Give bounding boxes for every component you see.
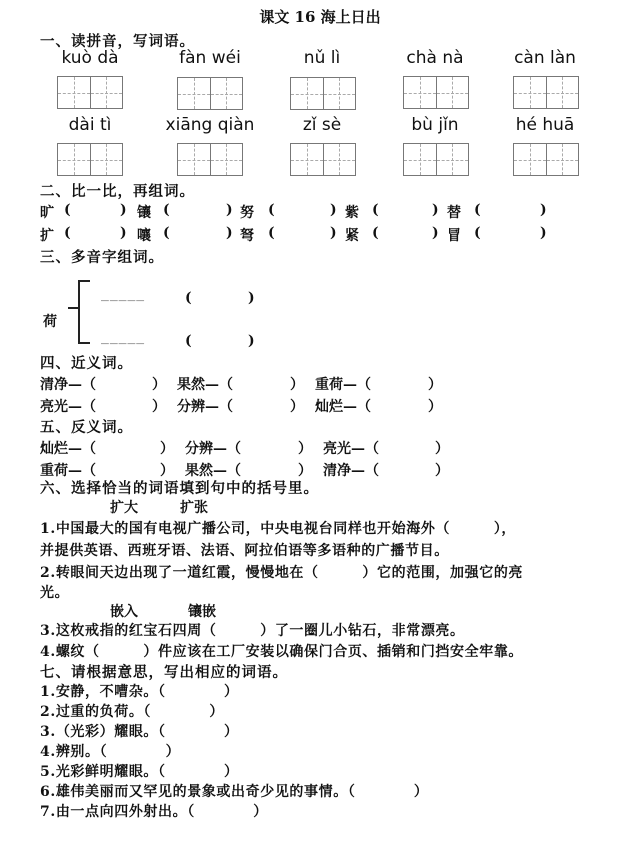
open-paren: ( <box>268 202 275 218</box>
compare-char-1-2: 镶 <box>137 205 151 221</box>
pinyin-2-5: hé huā <box>515 115 575 135</box>
antonym-3: 亮光—（ <box>323 441 379 457</box>
pinyin-1-1: kuò dà <box>61 48 119 68</box>
open-paren: ( <box>185 290 192 306</box>
writing-grid-2-4[interactable] <box>403 143 469 176</box>
sentence-1-line-1: 1.中国最大的国有电视广播公司，中央电视台同样也开始海外（ ）， <box>40 521 517 537</box>
section6-heading: 六、选择恰当的词语填到句中的括号里。 <box>40 480 319 497</box>
pinyin-blank-1[interactable]: _____ <box>101 287 146 302</box>
close-paren: ) <box>540 225 547 241</box>
antonym-1: 灿烂—（ <box>40 441 96 457</box>
compare-char-2-4: 紧 <box>345 228 359 244</box>
sentence-4: 4.螺纹（ ）件应该在工厂安装以确保门合页、插销和门挡安全牢靠。 <box>40 644 524 660</box>
close-paren: ） <box>428 377 442 393</box>
sentence-2-line-1: 2.转眼间天边出现了一道红霞，慢慢地在（ ）它的范围，加强它的亮 <box>40 565 524 581</box>
close-paren: ） <box>152 377 166 393</box>
writing-grid-2-1[interactable] <box>57 143 123 176</box>
synonym-3: 重荷—（ <box>315 377 371 393</box>
open-paren: ( <box>372 225 379 241</box>
writing-grid-1-2[interactable] <box>177 77 243 110</box>
close-paren: ） <box>160 463 174 479</box>
section4-heading: 四、近义词。 <box>40 355 133 372</box>
close-paren: ) <box>432 225 439 241</box>
definition-item-6: 6.雄伟美丽而又罕见的景象或出奇少见的事情。（ ） <box>40 784 429 800</box>
close-paren: ) <box>330 225 337 241</box>
close-paren: ) <box>432 202 439 218</box>
writing-grid-2-2[interactable] <box>177 143 243 176</box>
open-paren: ( <box>163 202 170 218</box>
writing-grid-1-4[interactable] <box>403 76 469 109</box>
close-paren: ） <box>298 441 312 457</box>
writing-grid-1-3[interactable] <box>290 77 356 110</box>
definition-item-2: 2.过重的负荷。（ ） <box>40 704 225 720</box>
close-paren: ) <box>540 202 547 218</box>
sentence-3: 3.这枚戒指的红宝石四周（ ）了一圈儿小钻石，非常漂亮。 <box>40 623 465 639</box>
open-paren: ( <box>474 225 481 241</box>
close-paren: ) <box>226 202 233 218</box>
pinyin-1-5: càn làn <box>514 48 576 68</box>
close-paren: ) <box>120 225 127 241</box>
close-paren: ) <box>120 202 127 218</box>
antonym-4: 重荷—（ <box>40 463 96 479</box>
synonym-1: 清净—（ <box>40 377 96 393</box>
section7-heading: 七、请根据意思，写出相应的词语。 <box>40 664 288 681</box>
open-paren: ( <box>268 225 275 241</box>
brace <box>78 280 90 344</box>
pinyin-1-4: chà nà <box>406 48 464 68</box>
compare-char-2-3: 弩 <box>240 228 254 244</box>
open-paren: ( <box>163 225 170 241</box>
compare-char-2-5: 冒 <box>447 228 461 244</box>
writing-grid-2-5[interactable] <box>513 143 579 176</box>
close-paren: ) <box>330 202 337 218</box>
open-paren: ( <box>372 202 379 218</box>
open-paren: ( <box>474 202 481 218</box>
writing-grid-1-1[interactable] <box>57 76 123 109</box>
compare-char-2-1: 扩 <box>40 228 54 244</box>
close-paren: ） <box>290 399 304 415</box>
synonym-5: 分辨—（ <box>177 399 233 415</box>
close-paren: ） <box>435 441 449 457</box>
pinyin-2-3: zǐ sè <box>302 115 342 135</box>
section3-heading: 三、多音字组词。 <box>40 249 164 266</box>
writing-grid-2-3[interactable] <box>290 143 356 176</box>
synonym-4: 亮光—（ <box>40 399 96 415</box>
definition-item-3: 3.（光彩）耀眼。（ ） <box>40 724 239 740</box>
sentence-1-line-2: 并提供英语、西班牙语、法语、阿拉伯语等多语种的广播节目。 <box>40 543 449 559</box>
close-paren: ） <box>298 463 312 479</box>
compare-char-1-3: 努 <box>240 205 254 221</box>
synonym-6: 灿烂—（ <box>315 399 371 415</box>
antonym-2: 分辨—（ <box>185 441 241 457</box>
close-paren: ) <box>248 290 255 306</box>
pinyin-blank-2[interactable]: _____ <box>101 330 146 345</box>
close-paren: ） <box>428 399 442 415</box>
definition-item-1: 1.安静，不嘈杂。（ ） <box>40 684 239 700</box>
pinyin-1-2: fàn wéi <box>179 48 241 68</box>
close-paren: ） <box>160 441 174 457</box>
close-paren: ） <box>435 463 449 479</box>
choice-word: 扩张 <box>180 500 208 516</box>
choice-word: 镶嵌 <box>188 604 216 620</box>
close-paren: ） <box>290 377 304 393</box>
open-paren: ( <box>185 333 192 349</box>
antonym-6: 清净—（ <box>323 463 379 479</box>
definition-item-5: 5.光彩鲜明耀眼。（ ） <box>40 764 239 780</box>
pinyin-1-3: nǔ lì <box>303 48 341 68</box>
synonym-2: 果然—（ <box>177 377 233 393</box>
definition-item-7: 7.由一点向四外射出。（ ） <box>40 804 268 820</box>
open-paren: ( <box>64 225 71 241</box>
compare-char-1-4: 紫 <box>345 205 359 221</box>
pinyin-2-2: xiāng qiàn <box>165 115 255 135</box>
section5-heading: 五、反义词。 <box>40 419 133 436</box>
choice-word: 嵌入 <box>110 604 138 620</box>
close-paren: ) <box>226 225 233 241</box>
sentence-2-line-2: 光。 <box>40 585 70 601</box>
worksheet-title: 课文 16 海上日出 <box>259 8 381 26</box>
pinyin-2-4: bù jǐn <box>411 115 459 135</box>
compare-char-2-2: 嚷 <box>137 228 151 244</box>
open-paren: ( <box>64 202 71 218</box>
section1-heading: 一、读拼音，写词语。 <box>40 33 195 50</box>
antonym-5: 果然—（ <box>185 463 241 479</box>
close-paren: ） <box>152 399 166 415</box>
section2-heading: 二、比一比，再组词。 <box>40 183 195 200</box>
compare-char-1-5: 替 <box>447 205 461 221</box>
writing-grid-1-5[interactable] <box>513 76 579 109</box>
polyphone-char: 荷 <box>43 314 57 330</box>
close-paren: ) <box>248 333 255 349</box>
choice-word: 扩大 <box>110 500 138 516</box>
definition-item-4: 4.辨别。（ ） <box>40 744 181 760</box>
pinyin-2-1: dài tì <box>68 115 112 135</box>
compare-char-1-1: 旷 <box>40 205 54 221</box>
